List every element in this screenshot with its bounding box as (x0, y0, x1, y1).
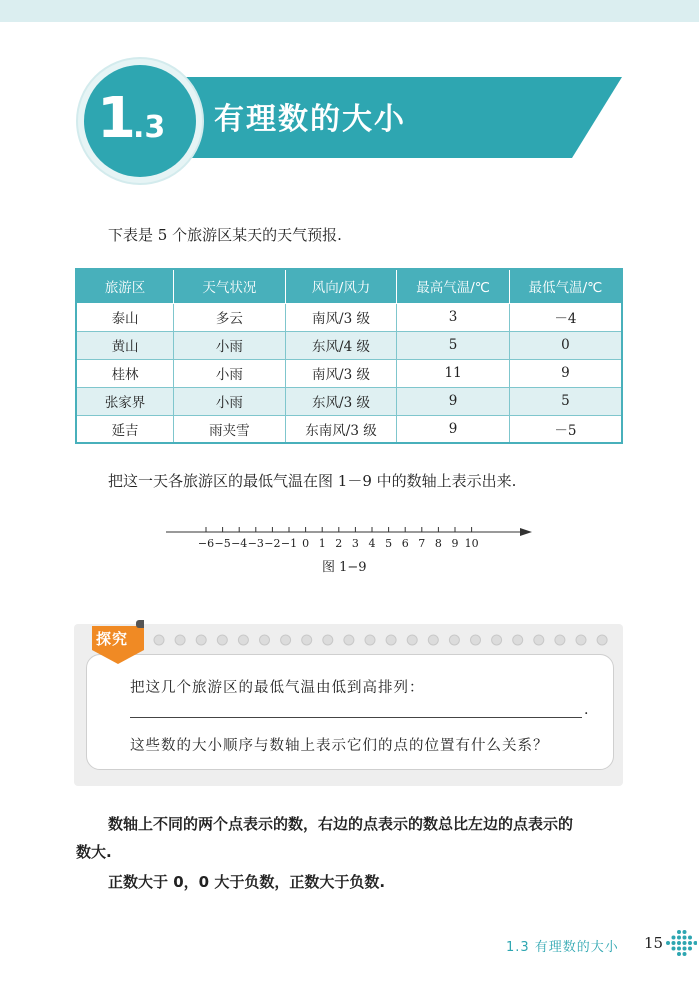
instruction-text: 把这一天各旅游区的最低气温在图 1－9 中的数轴上表示出来. (108, 472, 517, 490)
table-cell: 张家界 (76, 387, 174, 415)
decorative-dot (407, 635, 417, 645)
table-cell: －5 (509, 415, 622, 443)
table-cell: 延吉 (76, 415, 174, 443)
table-cell: 雨夹雪 (174, 415, 286, 443)
table-cell: 9 (509, 359, 622, 387)
table-cell: 0 (509, 331, 622, 359)
number-line-label: 8 (434, 537, 442, 550)
decorative-dot (344, 635, 354, 645)
number-line-label: −5 (214, 537, 231, 550)
footer-section-title: 1.3 有理数的大小 (506, 940, 619, 955)
table-cell: 东风/4 级 (285, 331, 397, 359)
decorative-dot (154, 635, 164, 645)
footer-dot (683, 936, 687, 940)
decorative-dot (302, 635, 312, 645)
footer-dot (688, 947, 692, 951)
footer-dots-icon (665, 928, 697, 958)
table-cell: 南风/3 级 (285, 303, 397, 331)
decorative-dot (365, 635, 375, 645)
footer-dot (683, 930, 687, 934)
section-title: 有理数的大小 (214, 102, 406, 137)
footer-dot (683, 947, 687, 951)
decorative-dots (152, 633, 617, 647)
explore-question-1: 把这几个旅游区的最低气温由低到高排列： (130, 680, 425, 696)
table-cell: 小雨 (174, 387, 286, 415)
decorative-dot (196, 635, 206, 645)
number-line-label: 0 (302, 537, 310, 550)
number-line-label: −4 (231, 537, 248, 550)
decorative-dot (534, 635, 544, 645)
conclusion-line-2: 数大. (76, 843, 112, 861)
table-cell: 东南风/3 级 (285, 415, 397, 443)
number-line-label: −2 (264, 537, 281, 550)
conclusion-line-3: 正数大于 0，0 大于负数，正数大于负数. (108, 873, 386, 891)
footer-dot (672, 941, 676, 945)
number-line-label: −1 (280, 537, 298, 550)
decorative-dot (386, 635, 396, 645)
decorative-dot (492, 635, 502, 645)
decorative-dot (597, 635, 607, 645)
footer-dot (688, 941, 692, 945)
table-row (76, 303, 622, 331)
table-header: 最高气温/℃ (397, 269, 510, 303)
decorative-dot (217, 635, 227, 645)
decorative-dot (576, 635, 586, 645)
table-row (76, 359, 622, 387)
table-cell: 东风/3 级 (285, 387, 397, 415)
table-cell: 9 (397, 415, 510, 443)
decorative-dot (281, 635, 291, 645)
top-band (0, 0, 699, 22)
table-cell: 5 (509, 387, 622, 415)
number-line-label: 4 (368, 537, 376, 550)
decorative-dot (555, 635, 565, 645)
footer-dot (694, 941, 698, 945)
decorative-dot (175, 635, 185, 645)
decorative-dot (260, 635, 270, 645)
number-line-label: 9 (451, 537, 459, 550)
footer-dot (672, 936, 676, 940)
figure-caption: 图 1−9 (322, 560, 367, 575)
table-row (76, 331, 622, 359)
table-header: 天气状况 (174, 269, 286, 303)
number-line-label: 5 (385, 537, 393, 550)
table-cell: 小雨 (174, 331, 286, 359)
table-cell: 黄山 (76, 331, 174, 359)
footer-dot (683, 941, 687, 945)
footer-dot (688, 936, 692, 940)
table-cell: －4 (509, 303, 622, 331)
table-header: 风向/风力 (285, 269, 397, 303)
table-cell: 南风/3 级 (285, 359, 397, 387)
table-cell: 小雨 (174, 359, 286, 387)
number-line-label: 6 (401, 537, 409, 550)
footer-dot (677, 936, 681, 940)
number-line-label: 7 (418, 537, 426, 550)
footer-dot (677, 952, 681, 956)
table-cell: 多云 (174, 303, 286, 331)
decorative-dot (238, 635, 248, 645)
table-cell: 9 (397, 387, 510, 415)
table-cell: 3 (397, 303, 510, 331)
footer-dot (677, 941, 681, 945)
number-line-label: 1 (318, 537, 326, 550)
table-header-row (76, 269, 622, 303)
section-number: 1.3 (97, 86, 166, 151)
decorative-dot (323, 635, 333, 645)
number-line-label: 2 (335, 537, 343, 550)
footer-dot (677, 947, 681, 951)
footer-dot (666, 941, 670, 945)
explore-label: 探究 (96, 630, 129, 648)
conclusion-line-1: 数轴上不同的两个点表示的数，右边的点表示的数总比左边的点表示的 (108, 815, 574, 833)
intro-text: 下表是 5 个旅游区某天的天气预报. (108, 226, 342, 244)
table-row (76, 415, 622, 443)
footer-dot (672, 947, 676, 951)
decorative-dot (513, 635, 523, 645)
decorative-dot (428, 635, 438, 645)
number-line-label: −3 (247, 537, 264, 550)
number-line-label: 10 (464, 537, 479, 550)
footer-dot (677, 930, 681, 934)
table-cell: 11 (397, 359, 510, 387)
page-number: 15 (644, 934, 664, 952)
table-header: 最低气温/℃ (509, 269, 622, 303)
table-cell: 5 (397, 331, 510, 359)
answer-blank (130, 717, 582, 718)
number-line-label: 3 (351, 537, 359, 550)
table-row (76, 387, 622, 415)
number-line (160, 518, 540, 552)
table-cell: 泰山 (76, 303, 174, 331)
answer-period: . (584, 702, 589, 718)
decorative-dot (449, 635, 459, 645)
number-line-label: −6 (197, 537, 215, 550)
table-header: 旅游区 (76, 269, 174, 303)
weather-table (75, 268, 623, 444)
explore-question-2: 这些数的大小顺序与数轴上表示它们的点的位置有什么关系？ (130, 738, 549, 754)
decorative-dot (471, 635, 481, 645)
table-cell: 桂林 (76, 359, 174, 387)
arrow-icon (520, 528, 532, 536)
footer-dot (683, 952, 687, 956)
